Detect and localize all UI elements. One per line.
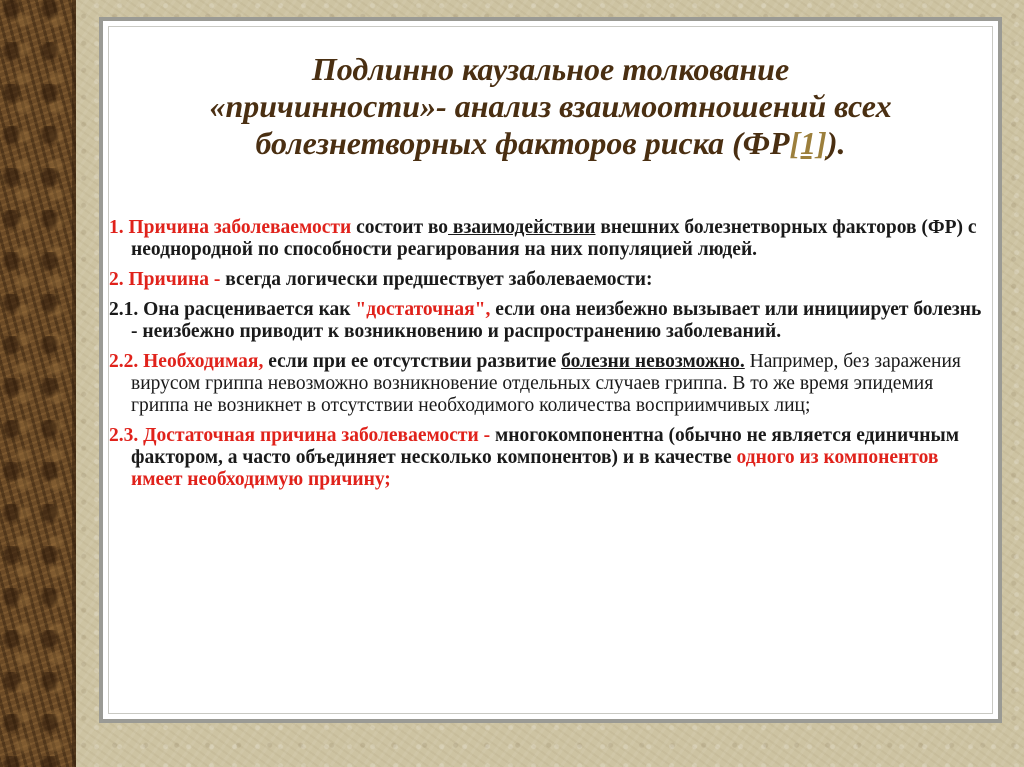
title-line-3-end: ). xyxy=(826,125,846,161)
paragraph-2-1-text-a: 2.1. Она расценивается как xyxy=(109,299,356,320)
necessary-term: 2.2. Необходимая, xyxy=(109,351,264,372)
sufficient-cause-term: 2.3. Достаточная причина заболеваемости - xyxy=(109,425,491,446)
paragraph-2 xyxy=(109,269,989,291)
paragraph-2-2-text-b: Например, без заражения вирусом гриппа невозможно возникновение отдельных случаев гриппа. В то же время эпидемия гриппа не возникнет в отсутствии необходимого количества восприимчивых лиц; xyxy=(131,351,961,416)
title-line-2: «причинности»- анализ взаимоотношений всех xyxy=(209,88,892,124)
title-line-3-text: болезнетворных факторов риска (ФР xyxy=(255,125,790,161)
decorative-strip xyxy=(0,0,76,767)
paragraph-1-text-b: внешних болезнетворных факторов (ФР) с неоднородной по способности реагирования на них популяцией людей. xyxy=(131,217,977,260)
paragraph-2-2 xyxy=(109,351,989,417)
cause-term: 1. Причина заболеваемости xyxy=(109,217,352,238)
sufficient-term: "достаточная", xyxy=(355,299,491,320)
paragraph-2-3-text: многокомпонентна (обычно не является единичным фактором, а часто объединяет несколько компонентов) и в качестве xyxy=(131,425,959,468)
slide-card xyxy=(99,17,1002,723)
title-line-3 xyxy=(103,125,998,162)
title-line-1: Подлинно каузальное толкование xyxy=(311,51,790,87)
interaction-term: взаимодействии xyxy=(448,217,596,238)
paragraph-1 xyxy=(109,217,989,261)
paragraph-2-1 xyxy=(109,299,989,343)
component-term: одного из компонентов имеет необходимую причину; xyxy=(131,447,939,490)
paragraph-2-1-text-b: если она неизбежно вызывает или инициирует болезнь - неизбежно приводит к возникновению и распространению заболеваний. xyxy=(131,299,982,342)
reference-link[interactable]: [1] xyxy=(789,125,827,161)
paragraph-2-2-text-a: если при ее отсутствии развитие xyxy=(263,351,562,372)
impossible-term: болезни невозможно. xyxy=(561,351,745,372)
slide-body xyxy=(109,217,989,499)
paragraph-2-3 xyxy=(109,425,989,491)
cause-term-2: 2. Причина - xyxy=(109,269,221,290)
slide-title xyxy=(103,51,998,162)
paragraph-2-text: всегда логически предшествует заболеваемости: xyxy=(220,269,653,290)
paragraph-1-text-a: состоит во xyxy=(351,217,449,238)
